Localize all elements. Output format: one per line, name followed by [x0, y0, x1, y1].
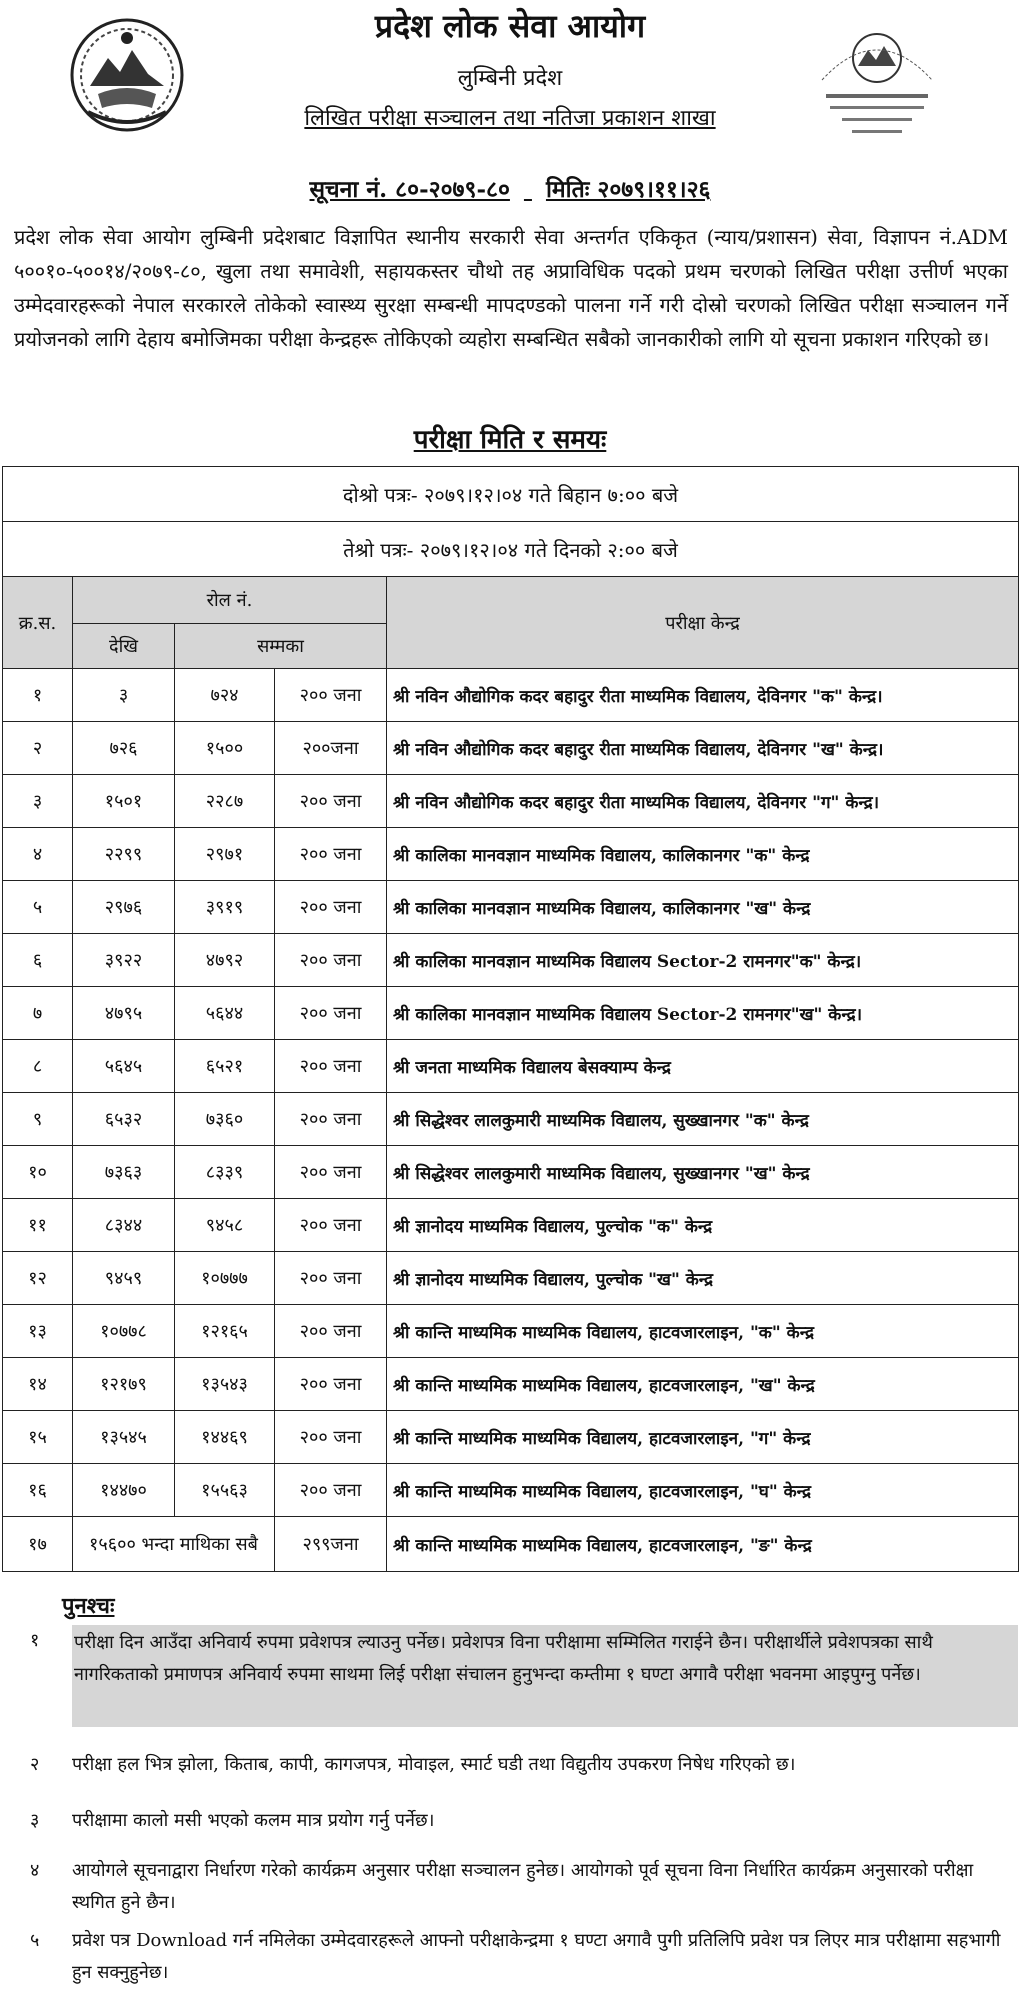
table-row	[3, 669, 1019, 722]
row-from: २९७६	[73, 881, 175, 934]
row-center: श्री सिद्धेश्वर लालकुमारी माध्यमिक विद्यालय, सुख्खानगर "क" केन्द्र	[387, 1093, 1019, 1146]
row-center: श्री कान्ति माध्यमिक माध्यमिक विद्यालय, हाटवजारलाइन, "ङ" केन्द्र	[387, 1517, 1019, 1572]
row-count: २०० जना	[275, 1252, 387, 1305]
note-text: परीक्षा दिन आउँदा अनिवार्य रुपमा प्रवेशपत्र ल्याउनु पर्नेछ। प्रवेशपत्र विना परीक्षामा सम्मिलित गराईने छैन। परीक्षार्थीले प्रवेशपत्रका साथै नागरिकताको प्रमाणपत्र अनिवार्य रुपमा साथमा लिई परीक्षा संचालन हुनुभन्दा कम्तीमा १ घण्टा अगावै परीक्षा भवनमा आइपुग्नु पर्नेछ।	[72, 1625, 1018, 1727]
row-count: २०० जना	[275, 828, 387, 881]
row-sn: ९	[3, 1093, 73, 1146]
row-sn: ११	[3, 1199, 73, 1252]
row-sn: १४	[3, 1358, 73, 1411]
row-from: ८३४४	[73, 1199, 175, 1252]
row-to: १५५६३	[175, 1464, 275, 1517]
row-from: ३९२२	[73, 934, 175, 987]
row-sn: ७	[3, 987, 73, 1040]
row-sn: ८	[3, 1040, 73, 1093]
row-to: ७३६०	[175, 1093, 275, 1146]
letterhead	[0, 0, 1020, 150]
row-count: २०० जना	[275, 1305, 387, 1358]
row-sn: ६	[3, 934, 73, 987]
row-count: २०० जना	[275, 1358, 387, 1411]
row-count: २०० जना	[275, 669, 387, 722]
row-sn: १७	[3, 1517, 73, 1572]
row-from: ६५३२	[73, 1093, 175, 1146]
row-count: २०० जना	[275, 881, 387, 934]
table-row	[3, 1146, 1019, 1199]
row-sn: १२	[3, 1252, 73, 1305]
notice-date: मितिः २०७९।११।२६	[545, 176, 711, 203]
row-sn: ५	[3, 881, 73, 934]
paper-3-time: तेश्रो पत्रः- २०७९।१२।०४ गते दिनको २:०० बजे	[3, 522, 1019, 577]
table-row	[3, 1464, 1019, 1517]
row-to: १२१६५	[175, 1305, 275, 1358]
schedule-title: परीक्षा मिति र समयः	[413, 425, 607, 455]
note-number: ४	[30, 1860, 40, 1881]
row-from: ७२६	[73, 722, 175, 775]
row-center: श्री नविन औद्योगिक कदर बहादुर रीता माध्यमिक विद्यालय, देविनगर "ग" केन्द्र।	[387, 775, 1019, 828]
note-text: परीक्षामा कालो मसी भएको कलम मात्र प्रयोग गर्नु पर्नेछ।	[72, 1810, 435, 1831]
row-from: १०७७८	[73, 1305, 175, 1358]
row-count: २०० जना	[275, 1464, 387, 1517]
header-to: सम्मका	[175, 624, 387, 669]
table-row	[3, 1411, 1019, 1464]
table-row	[3, 1199, 1019, 1252]
row-count: २०० जना	[275, 1040, 387, 1093]
table-row	[3, 1040, 1019, 1093]
row-to: ४७९२	[175, 934, 275, 987]
row-center: श्री जनता माध्यमिक विद्यालय बेसक्याम्प केन्द्र	[387, 1040, 1019, 1093]
row-center: श्री कान्ति माध्यमिक माध्यमिक विद्यालय, हाटवजारलाइन, "क" केन्द्र	[387, 1305, 1019, 1358]
notes-title: पुनश्चः	[62, 1593, 115, 1619]
header-sn: क्र.स.	[3, 577, 73, 669]
row-center: श्री कालिका मानवज्ञान माध्यमिक विद्यालय Sector-2 रामनगर"क" केन्द्र।	[387, 934, 1019, 987]
notice-number: सूचना नं. ८०-२०७९-८०	[309, 176, 510, 203]
row-sn: ४	[3, 828, 73, 881]
row-from: ३	[73, 669, 175, 722]
header-roll: रोल नं.	[73, 577, 387, 624]
intro-paragraph: प्रदेश लोक सेवा आयोग लुम्बिनी प्रदेशबाट विज्ञापित स्थानीय सरकारी सेवा अन्तर्गत एकिकृत (न्याय/प्रशासन) सेवा, विज्ञापन नं.ADM ५००१०-५००१४/२०७९-८०, खुला तथा समावेशी, सहायकस्तर चौथो तह अप्राविधिक पदको प्रथम चरणको लिखित परीक्षा उत्तीर्ण भएका उम्मेदवारहरूको नेपाल सरकारले तोकेको स्वास्थ्य सुरक्षा सम्बन्धी मापदण्डको पालना गर्ने गरी दोस्रो चरणको लिखित परीक्षा सञ्चालन गर्ने प्रयोजनको लागि देहाय बमोजिमका परीक्षा केन्द्रहरू तोकिएको व्यहोरा सम्बन्धित सबैको जानकारीको लागि यो सूचना प्रकाशन गरिएको छ।	[14, 225, 1008, 351]
row-to: ८३३९	[175, 1146, 275, 1199]
row-center: श्री कान्ति माध्यमिक माध्यमिक विद्यालय, हाटवजारलाइन, "घ" केन्द्र	[387, 1464, 1019, 1517]
row-sn: ३	[3, 775, 73, 828]
row-sn: १५	[3, 1411, 73, 1464]
row-to: ६५२१	[175, 1040, 275, 1093]
note-text: आयोगले सूचनाद्वारा निर्धारण गरेको कार्यक्रम अनुसार परीक्षा सञ्चालन हुनेछ। आयोगको पूर्व सूचना विना निर्धारित कार्यक्रम अनुसारको परीक्षा स्थगित हुने छैन।	[72, 1860, 974, 1913]
row-sn: १६	[3, 1464, 73, 1517]
row-to: २९७१	[175, 828, 275, 881]
row-count: २०० जना	[275, 987, 387, 1040]
row-sn: १	[3, 669, 73, 722]
row-count: २०० जना	[275, 775, 387, 828]
row-center: श्री कालिका मानवज्ञान माध्यमिक विद्यालय, कालिकानगर "क" केन्द्र	[387, 828, 1019, 881]
row-from: १२१७९	[73, 1358, 175, 1411]
row-range: १५६०० भन्दा माथिका सबै	[73, 1517, 275, 1572]
row-from: ९४५९	[73, 1252, 175, 1305]
table-row	[3, 881, 1019, 934]
row-to: ७२४	[175, 669, 275, 722]
row-to: १०७७७	[175, 1252, 275, 1305]
paper-row	[3, 467, 1019, 522]
row-from: ५६४५	[73, 1040, 175, 1093]
row-count: २००जना	[275, 722, 387, 775]
row-center: श्री ज्ञानोदय माध्यमिक विद्यालय, पुल्चोक "क" केन्द्र	[387, 1199, 1019, 1252]
table-row	[3, 934, 1019, 987]
commission-title: प्रदेश लोक सेवा आयोग	[374, 7, 646, 45]
row-count: २०० जना	[275, 1199, 387, 1252]
table-row	[3, 1252, 1019, 1305]
note-number: ३	[30, 1810, 40, 1831]
header-from: देखि	[73, 624, 175, 669]
row-to: १४४६९	[175, 1411, 275, 1464]
row-center: श्री नविन औद्योगिक कदर बहादुर रीता माध्यमिक विद्यालय, देविनगर "क" केन्द्र।	[387, 669, 1019, 722]
header-center: परीक्षा केन्द्र	[387, 577, 1019, 669]
row-center: श्री सिद्धेश्वर लालकुमारी माध्यमिक विद्यालय, सुख्खानगर "ख" केन्द्र	[387, 1146, 1019, 1199]
row-count: २९९जना	[275, 1517, 387, 1572]
row-to: २२८७	[175, 775, 275, 828]
paper-2-time: दोश्रो पत्रः- २०७९।१२।०४ गते बिहान ७:०० बजे	[3, 467, 1019, 522]
note-number: ५	[30, 1930, 40, 1951]
row-count: २०० जना	[275, 1146, 387, 1199]
row-to: ५६४४	[175, 987, 275, 1040]
row-count: २०० जना	[275, 1411, 387, 1464]
table-row	[3, 987, 1019, 1040]
table-row	[3, 828, 1019, 881]
table-row	[3, 1305, 1019, 1358]
row-count: २०० जना	[275, 934, 387, 987]
table-row	[3, 1517, 1019, 1572]
notice-heading	[0, 172, 1020, 204]
row-center: श्री नविन औद्योगिक कदर बहादुर रीता माध्यमिक विद्यालय, देविनगर "ख" केन्द्र।	[387, 722, 1019, 775]
province-name: लुम्बिनी प्रदेश	[457, 66, 563, 91]
row-center: श्री ज्ञानोदय माध्यमिक विद्यालय, पुल्चोक "ख" केन्द्र	[387, 1252, 1019, 1305]
row-sn: २	[3, 722, 73, 775]
row-center: श्री कालिका मानवज्ञान माध्यमिक विद्यालय, कालिकानगर "ख" केन्द्र	[387, 881, 1019, 934]
row-to: १३५४३	[175, 1358, 275, 1411]
row-sn: १०	[3, 1146, 73, 1199]
row-center: श्री कान्ति माध्यमिक माध्यमिक विद्यालय, हाटवजारलाइन, "ग" केन्द्र	[387, 1411, 1019, 1464]
note-text: प्रवेश पत्र Download गर्न नमिलेका उम्मेदवारहरूले आफ्नो परीक्षाकेन्द्रमा १ घण्टा अगावै पुगी प्रतिलिपि प्रवेश पत्र लिएर मात्र परीक्षामा सहभागी हुन सक्नुहुनेछ।	[72, 1930, 1001, 1983]
note-text: परीक्षा हल भित्र झोला, किताब, कापी, कागजपत्र, मोवाइल, स्मार्ट घडी तथा विद्युतीय उपकरण निषेध गरिएको छ।	[72, 1754, 796, 1775]
row-center: श्री कान्ति माध्यमिक माध्यमिक विद्यालय, हाटवजारलाइन, "ख" केन्द्र	[387, 1358, 1019, 1411]
table-row	[3, 1358, 1019, 1411]
row-from: १३५४५	[73, 1411, 175, 1464]
note-number: २	[30, 1754, 40, 1775]
table-row	[3, 722, 1019, 775]
row-from: २२९९	[73, 828, 175, 881]
note-number: १	[30, 1630, 40, 1651]
paper-row	[3, 522, 1019, 577]
table-header-row	[3, 577, 1019, 624]
row-to: १५००	[175, 722, 275, 775]
branch-name: लिखित परीक्षा सञ्चालन तथा नतिजा प्रकाशन शाखा	[304, 106, 716, 131]
table-row	[3, 775, 1019, 828]
row-from: १५०१	[73, 775, 175, 828]
exam-center-table	[2, 466, 1019, 1572]
row-to: ३९१९	[175, 881, 275, 934]
row-center: श्री कालिका मानवज्ञान माध्यमिक विद्यालय Sector-2 रामनगर"ख" केन्द्र।	[387, 987, 1019, 1040]
table-row	[3, 1093, 1019, 1146]
row-sn: १३	[3, 1305, 73, 1358]
row-to: ९४५८	[175, 1199, 275, 1252]
row-from: १४४७०	[73, 1464, 175, 1517]
row-count: २०० जना	[275, 1093, 387, 1146]
row-from: ४७९५	[73, 987, 175, 1040]
row-from: ७३६३	[73, 1146, 175, 1199]
